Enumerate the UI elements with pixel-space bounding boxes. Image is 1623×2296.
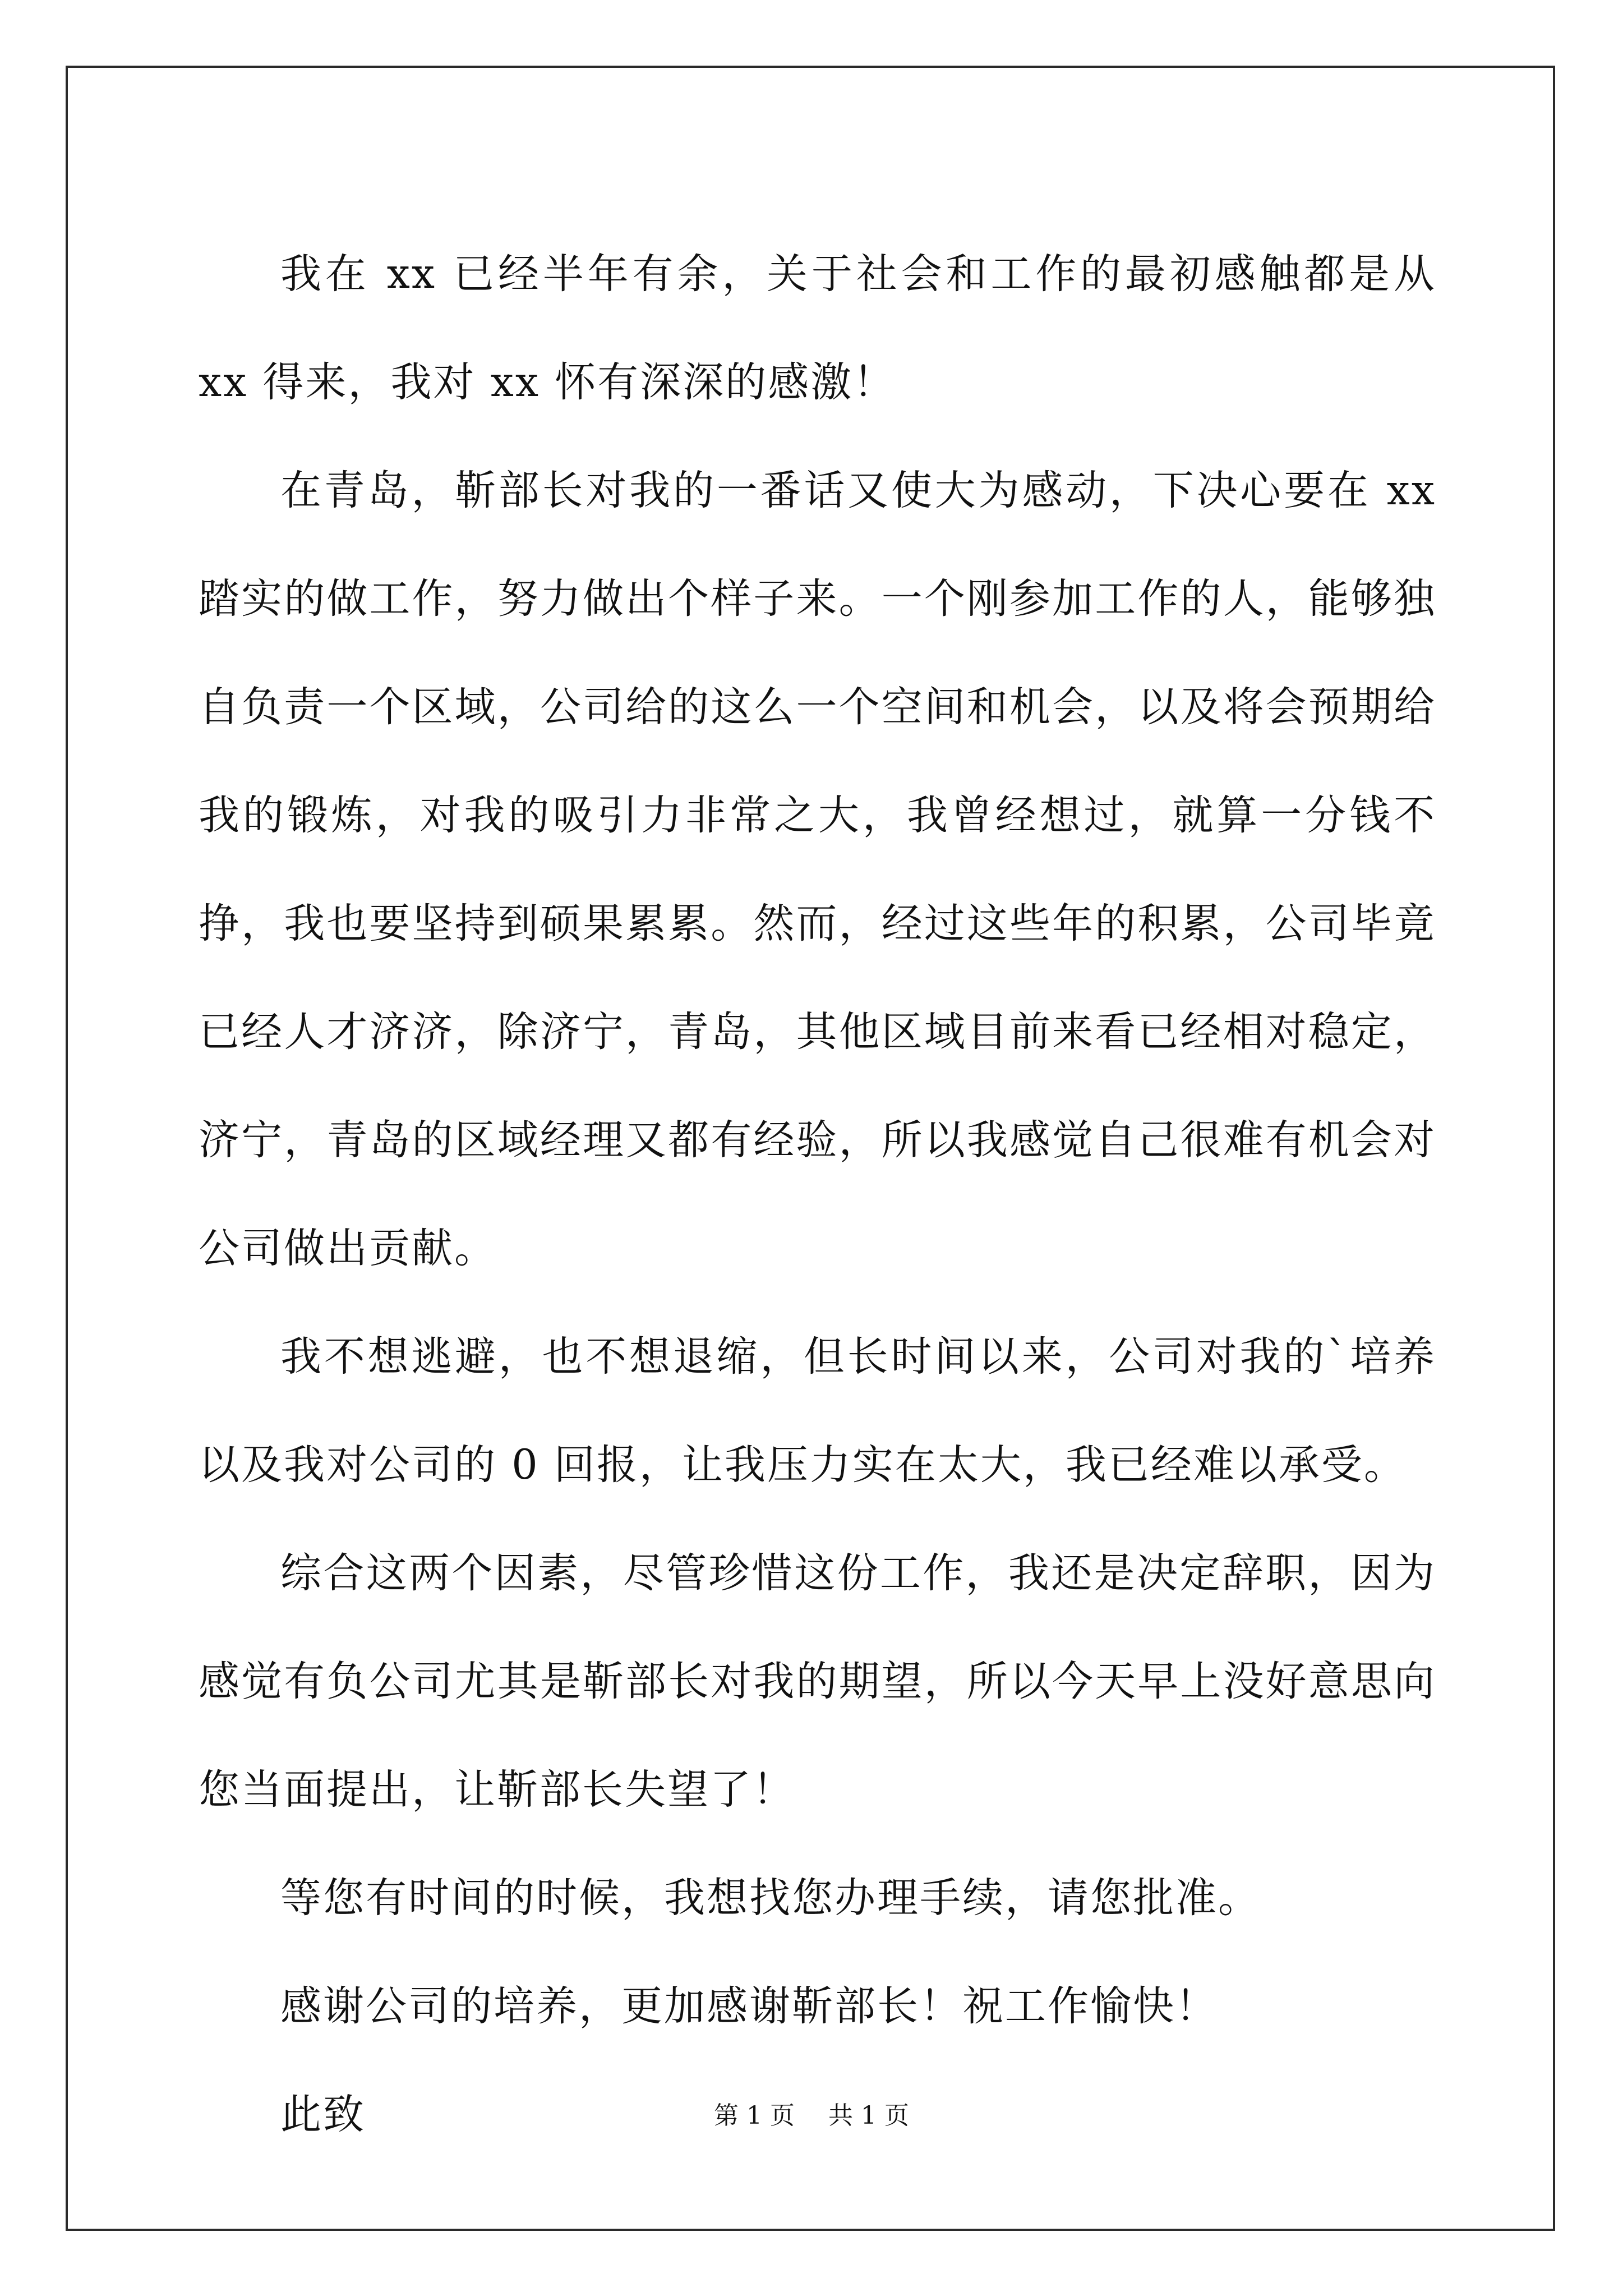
paragraph-thanks: 感谢公司的培养，更加感谢靳部长！祝工作愉快！ (280, 1982, 1218, 2030)
paragraph-decision: 综合这两个因素，尽管珍惜这份工作，我还是决定辞职，因为感觉有负公司尤其是靳部长对我的期望，所以今天早上没好意思向您当面提出，让靳部长失望了！ (199, 1549, 1436, 1814)
paragraph-motivation: 在青岛，靳部长对我的一番话又使大为感动，下决心要在 xx 踏实的做工作，努力做出个样子来。一个刚参加工作的人，能够独自负责一个区域，公司给的这么一个空间和机会，以及将会预期给我的锻炼，对我的吸引力非常之大，我曾经想过，就算一分钱不挣，我也要坚持到硕果累累。然而，经过这些年的积累，公司毕竟已经人才济济，除济宁，青岛，其他区域目前来看已经相对稳定，济宁，青岛的区域经理又都有经验，所以我感觉自己很难有机会对公司做出贡献。 (199, 467, 1436, 1272)
page-number-current: 第 1 页 (714, 2101, 795, 2130)
paragraph-request: 等您有时间的时候，我想找您办理手续，请您批准。 (280, 1874, 1261, 1922)
paragraph-closing: 此致 (280, 2091, 366, 2138)
letter-body (199, 220, 1436, 2169)
page-number-total: 共 1 页 (828, 2101, 909, 2130)
page-footer (0, 2095, 1623, 2131)
paragraph-pressure: 我不想逃避，也不想退缩，但长时间以来，公司对我的`培养以及我对公司的 0 回报，让我压力实在太大，我已经难以承受。 (199, 1333, 1436, 1489)
paragraph-gratitude: 我在 xx 已经半年有余，关于社会和工作的最初感触都是从 xx 得来，我对 xx 怀有深深的感激！ (199, 250, 1436, 406)
